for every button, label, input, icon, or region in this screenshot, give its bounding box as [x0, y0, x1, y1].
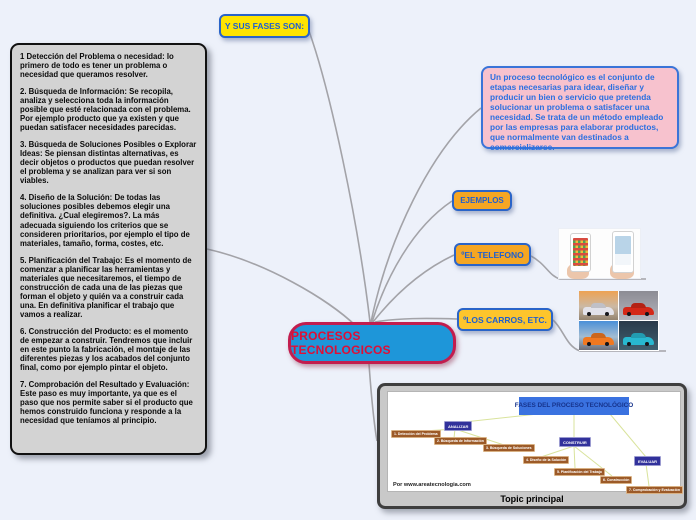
definition-text: Un proceso tecnológico es el conjunto de etapas necesarias para idear, diseñar y producir un bien o servicio que pretenda solucionar un problema o satisfacer una necesidad. Se trata de un método empleado por las empresas para elaborar productos, que normalmente van destinados a comercializarse. — [490, 72, 664, 152]
flowchart-group-evaluar: EVALUAR — [634, 456, 661, 466]
flowchart-group-construir: CONSTRUIR — [559, 437, 591, 447]
wire-definition — [371, 108, 481, 322]
flowchart-step-1: 1. Detección del Problema — [391, 430, 441, 438]
fases-diagram-node[interactable] — [377, 383, 687, 509]
telefono-node[interactable]: ºEL TELEFONO — [454, 243, 531, 266]
samsung-phone — [612, 231, 634, 273]
flowchart-step-6: 6. Construcción — [600, 476, 632, 484]
note-paragraph-3: 3. Búsqueda de Soluciones Posibles o Explorar Ideas: Se piensan distintas alternativas, es decir objetos o productos que puedan resolver el problema y se analizan para ver si son viables. — [20, 140, 197, 186]
phones-image[interactable] — [558, 228, 641, 279]
note-paragraph-1: 1 Detección del Problema o necesidad: lo primero de todo es tener un problema o necesidad que queramos resolver. — [20, 52, 174, 80]
flowchart-step-3: 3. Búsqueda de Soluciones — [483, 444, 535, 452]
flowchart-title: FASES DEL PROCESO TECNOLÓGICO — [519, 397, 629, 415]
wire-notes — [207, 249, 356, 326]
definition-node[interactable] — [481, 66, 679, 152]
fases-node[interactable]: Y SUS FASES SON: — [219, 14, 310, 38]
flowchart-step-5: 5. Planificación del Trabajo — [554, 468, 605, 476]
iphone-screen — [573, 238, 588, 266]
carros-node[interactable]: ºLOS CARROS, ETC. — [457, 308, 553, 331]
fases-diagram-image — [387, 391, 681, 492]
central-topic-node[interactable]: PROCESOS TECNOLOGICOS — [288, 322, 456, 364]
cars-image[interactable] — [579, 291, 659, 351]
flowchart-step-2: 2. Búsqueda de Información — [434, 437, 487, 445]
ejemplos-node[interactable]: EJEMPLOS — [452, 190, 512, 211]
wire-diagram — [369, 364, 377, 441]
flowchart-step-7: 7. Comprobación y Evaluación — [626, 486, 683, 494]
note-paragraph-7: 7. Comprobación del Resultado y Evaluación: Este paso es muy importante, ya que es el paso que nos permite saber si el producto que hemos construido funciona y responde a la necesidad que teníamos al principio. — [20, 379, 193, 426]
note-paragraph-5: 5. Planificación del Trabajo: Es el momento de comenzar a planificar las herramientas y materiales que necesitaremos, el tiempo de construcción de cada una de las piezas que forman el objeto y quién va a construir cada una. En definitiva planificar el trabajo que vamos a realizar. — [20, 255, 192, 319]
flowchart-credit: Por www.areatecnologia.com — [393, 482, 471, 488]
note-paragraph-2: 2. Búsqueda de Información: Se recopila, analiza y selecciona toda la información posible que esté relacionada con el problema. Por ejemplo producto que ya existen y que puedan satisfacer necesidades parecidas. — [20, 87, 191, 133]
note-paragraph-4: 4. Diseño de la Solución: De todas las soluciones posibles debemos elegir una definitiva. ¿Cual elegiremos?. La más adecuada siguiendo los criterios que se consideren prioritarios, por ejemplo el tipo de materiales, tamaño, forma, costes, etc. — [20, 193, 190, 248]
wire-fases — [309, 31, 370, 322]
car-photo-orange — [579, 321, 618, 350]
car-photo-silver — [579, 291, 618, 320]
diagram-caption: Topic principal — [500, 494, 564, 504]
car-photo-red — [619, 291, 658, 320]
flowchart-group-analizar: ANALIZAR — [444, 421, 472, 431]
samsung-screen — [615, 236, 631, 265]
phases-notes-node[interactable] — [10, 43, 207, 455]
note-paragraph-6: 6. Construcción del Producto: es el momento de empezar a construir. Tendremos que incluir en este punto la fabricación, el montaje de las diferentes piezas y los acabados del conjunto final, como por ejemplo pintar el objeto. — [20, 326, 193, 372]
iphone — [570, 233, 591, 272]
flowchart-step-4: 4. Diseño de la Solución — [523, 456, 569, 464]
car-photo-teal — [619, 321, 658, 350]
